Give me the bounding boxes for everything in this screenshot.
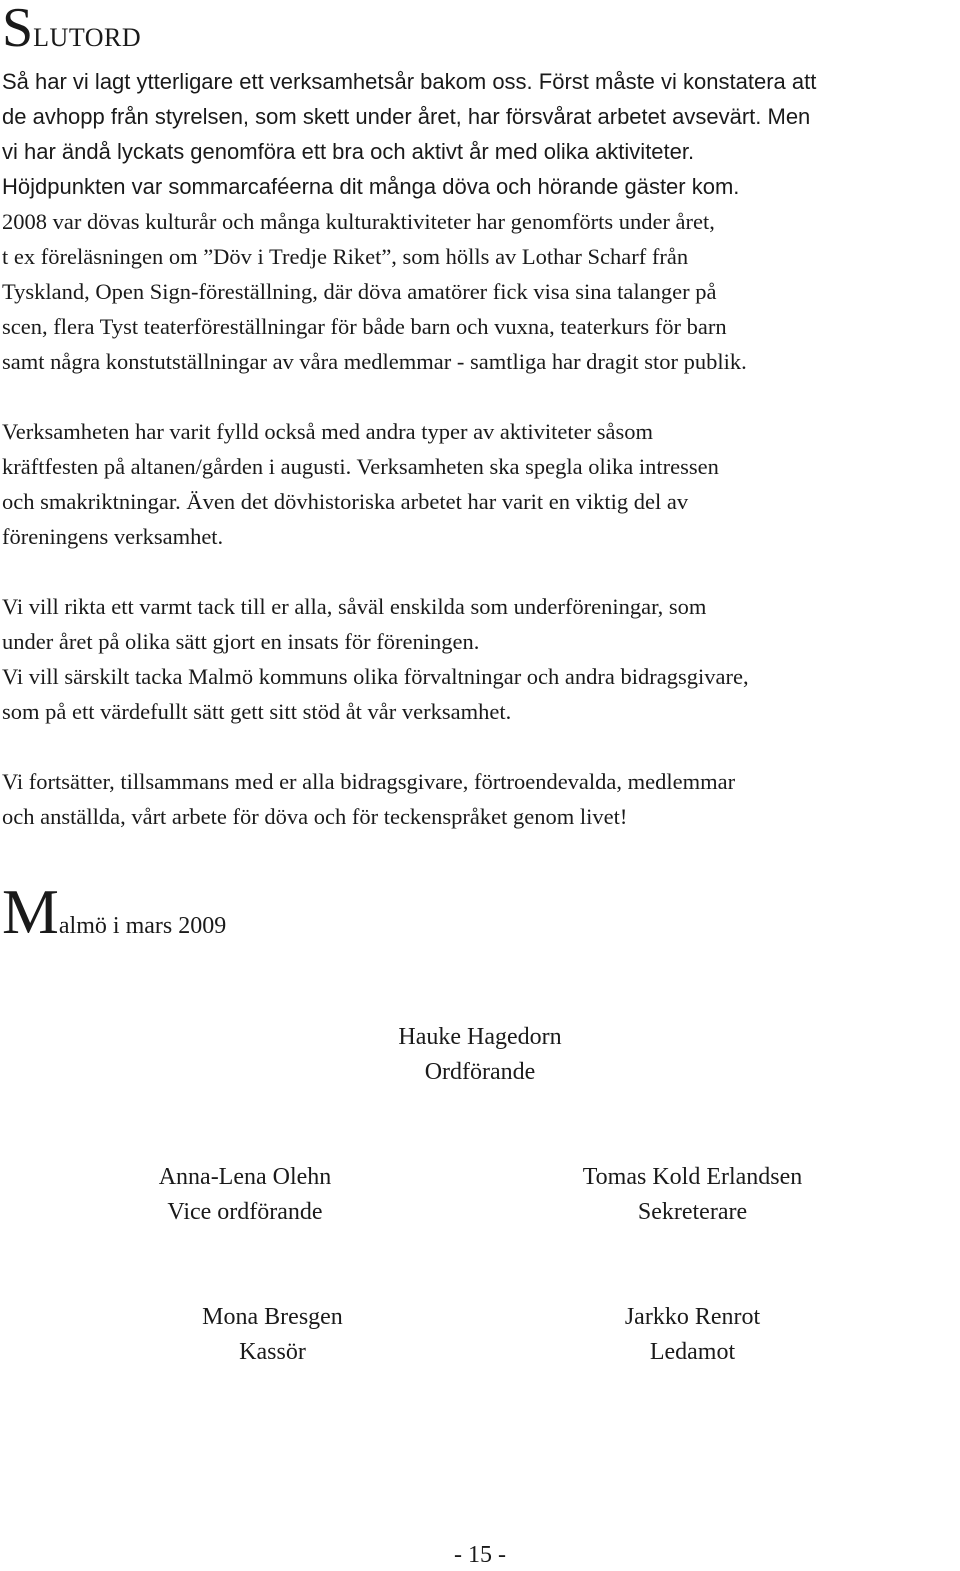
signature-vice-chairperson xyxy=(90,1160,400,1230)
closing-paragraph xyxy=(2,764,960,834)
signature-member xyxy=(565,1300,820,1370)
text-line: som på ett värdefullt sätt gett sitt stöd åt vår verksamhet. xyxy=(2,699,512,724)
text-line: t ex föreläsningen om ”Döv i Tredje Riket”, som hölls av Lothar Scharf från xyxy=(2,244,689,269)
text-line: Verksamheten har varit fylld också med andra typer av aktiviteter såsom xyxy=(2,419,654,444)
signature-secretary xyxy=(540,1160,845,1230)
signature-treasurer xyxy=(130,1300,415,1370)
place-date xyxy=(2,876,227,947)
title-rest: LUTORD xyxy=(33,23,142,52)
text-line: Tyskland, Open Sign-föreställning, där döva amatörer fick visa sina talanger på xyxy=(2,279,717,304)
activities-paragraph xyxy=(2,414,960,554)
place-date-initial: M xyxy=(2,876,59,947)
text-line: föreningens verksamhet. xyxy=(2,524,224,549)
place-date-rest: almö i mars 2009 xyxy=(58,913,227,939)
signatory-role: Sekreterare xyxy=(637,1199,748,1225)
text-line: Höjdpunkten var sommarcaféerna dit många döva och hörande gäster kom. xyxy=(2,174,740,199)
signatory-name: Hauke Hagedorn xyxy=(398,1024,562,1050)
signatory-name: Anna-Lena Olehn xyxy=(158,1164,332,1190)
signatory-role: Ordförande xyxy=(424,1059,536,1085)
text-line: Så har vi lagt ytterligare ett verksamhetsår bakom oss. Först måste vi konstatera att xyxy=(2,69,817,94)
text-line: och anställda, vårt arbete för döva och för teckenspråket genom livet! xyxy=(2,804,628,829)
text-line: de avhopp från styrelsen, som skett under året, har försvårat arbetet avsevärt. Men xyxy=(2,104,811,129)
title-initial: S xyxy=(2,0,34,59)
signatory-role: Ledamot xyxy=(649,1339,736,1365)
text-line: kräftfesten på altanen/gården i augusti. Verksamheten ska spegla olika intressen xyxy=(2,454,719,479)
text-line: Vi vill särskilt tacka Malmö kommuns olika förvaltningar och andra bidragsgivare, xyxy=(2,664,749,689)
intro-paragraph-part xyxy=(2,64,960,204)
text-line: scen, flera Tyst teaterföreställningar för både barn och vuxna, teaterkurs för barn xyxy=(2,314,727,339)
signature-chairperson xyxy=(330,1020,630,1090)
signatory-name: Jarkko Renrot xyxy=(624,1304,761,1330)
text-line: Vi vill rikta ett varmt tack till er alla, såväl enskilda som underföreningar, som xyxy=(2,594,707,619)
text-line: och smakriktningar. Även det dövhistoriska arbetet har varit en viktig del av xyxy=(2,489,689,514)
text-line: vi har ändå lyckats genomföra ett bra och aktivt år med olika aktiviteter. xyxy=(2,139,695,164)
signatory-name: Tomas Kold Erlandsen xyxy=(582,1164,803,1190)
text-line: samt några konstutställningar av våra medlemmar - samtliga har dragit stor publik. xyxy=(2,349,747,374)
page-title xyxy=(2,0,142,59)
culture-year-paragraph-part xyxy=(2,204,960,379)
text-line: Vi fortsätter, tillsammans med er alla bidragsgivare, förtroendevalda, medlemmar xyxy=(2,769,736,794)
text-line: 2008 var dövas kulturår och många kulturaktiviteter har genomförts under året, xyxy=(2,209,715,234)
thanks-paragraph xyxy=(2,589,960,729)
signatory-name: Mona Bresgen xyxy=(202,1304,343,1330)
page-number: - 15 - xyxy=(454,1542,506,1568)
signatory-role: Vice ordförande xyxy=(167,1199,323,1225)
text-line: under året på olika sätt gjort en insats för föreningen. xyxy=(2,629,480,654)
signatory-role: Kassör xyxy=(239,1339,306,1365)
